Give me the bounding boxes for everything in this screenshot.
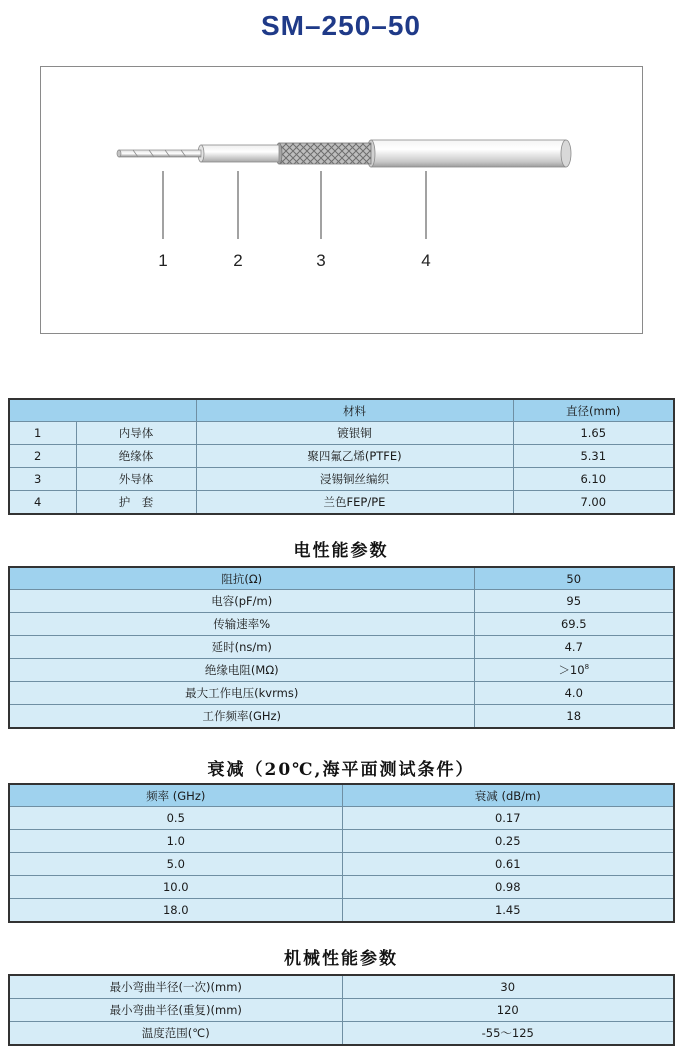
attenuation: 0.98	[342, 876, 674, 899]
diameter: 7.00	[513, 491, 674, 515]
frequency: 10.0	[9, 876, 342, 899]
param-label: 最大工作电压(kvrms)	[9, 682, 474, 705]
table-row	[9, 1022, 674, 1046]
attenuation: 0.17	[342, 807, 674, 830]
param-label: 最小弯曲半径(重复)(mm)	[9, 999, 342, 1022]
param-value: 18	[474, 705, 674, 729]
attenuation-title: 衰减（20℃,海平面测试条件）	[207, 760, 475, 780]
attenuation-table	[8, 783, 675, 923]
material: 浸锡铜丝编织	[196, 468, 513, 491]
table-row	[9, 830, 674, 853]
diagram-label-3: 3	[316, 251, 326, 270]
table-row	[9, 899, 674, 923]
material: 兰色FEP/PE	[196, 491, 513, 515]
table-row	[9, 807, 674, 830]
attenuation: 1.45	[342, 899, 674, 923]
header-frequency: 频率 (GHz)	[9, 784, 342, 807]
table-row	[9, 975, 674, 999]
attenuation: 0.61	[342, 853, 674, 876]
table-row	[9, 999, 674, 1022]
table-row	[9, 876, 674, 899]
param-value-base: ＞10	[558, 663, 585, 677]
param-label: 电容(pF/m)	[9, 590, 474, 613]
param-value: 4.0	[474, 682, 674, 705]
table-row	[9, 590, 674, 613]
part-name: 内导体	[76, 422, 196, 445]
param-value: -55～125	[342, 1022, 674, 1046]
row-number: 2	[9, 445, 76, 468]
dielectric	[198, 145, 279, 162]
header-attenuation: 衰减 (dB/m)	[342, 784, 674, 807]
row-number: 3	[9, 468, 76, 491]
page-title: SM–250–50	[260, 10, 421, 41]
frequency: 1.0	[9, 830, 342, 853]
param-value: 4.7	[474, 636, 674, 659]
param-label: 工作频率(GHz)	[9, 705, 474, 729]
mechanical-title: 机械性能参数	[284, 949, 398, 969]
part-name: 护 套	[76, 491, 196, 515]
table-row	[9, 613, 674, 636]
inner-conductor	[117, 150, 201, 157]
param-value: 95	[474, 590, 674, 613]
electrical-table	[8, 566, 675, 729]
attenuation-header-row	[9, 784, 674, 807]
table-row	[9, 567, 674, 590]
table-row	[9, 705, 674, 729]
row-number: 1	[9, 422, 76, 445]
table-row	[9, 659, 674, 682]
jacket	[367, 140, 571, 167]
param-value	[474, 659, 674, 682]
param-value: 69.5	[474, 613, 674, 636]
table-row	[9, 468, 674, 491]
param-value-exponent: 8	[584, 663, 590, 672]
materials-table	[8, 398, 675, 515]
cable-diagram	[40, 66, 643, 334]
cable-illustration	[41, 67, 644, 335]
materials-header-material: 材料	[196, 399, 513, 422]
frequency: 0.5	[9, 807, 342, 830]
param-label: 温度范围(℃)	[9, 1022, 342, 1046]
materials-header-blank	[9, 399, 196, 422]
braid-shield	[276, 143, 371, 164]
materials-header-row	[9, 399, 674, 422]
table-row	[9, 682, 674, 705]
diameter: 1.65	[513, 422, 674, 445]
mechanical-table	[8, 974, 675, 1046]
material: 镀银铜	[196, 422, 513, 445]
param-label: 绝缘电阻(MΩ)	[9, 659, 474, 682]
part-name: 绝缘体	[76, 445, 196, 468]
electrical-title: 电性能参数	[293, 541, 389, 561]
frequency: 18.0	[9, 899, 342, 923]
param-label: 最小弯曲半径(一次)(mm)	[9, 975, 342, 999]
part-name: 外导体	[76, 468, 196, 491]
param-label: 传输速率%	[9, 613, 474, 636]
table-row	[9, 491, 674, 515]
table-row	[9, 853, 674, 876]
diagram-label-1: 1	[158, 251, 168, 270]
attenuation: 0.25	[342, 830, 674, 853]
diameter: 6.10	[513, 468, 674, 491]
param-value: 120	[342, 999, 674, 1022]
frequency: 5.0	[9, 853, 342, 876]
table-row	[9, 422, 674, 445]
table-row	[9, 445, 674, 468]
diameter: 5.31	[513, 445, 674, 468]
param-label: 延时(ns/m)	[9, 636, 474, 659]
row-number: 4	[9, 491, 76, 515]
diagram-label-4: 4	[421, 251, 431, 270]
table-row	[9, 636, 674, 659]
param-label: 阻抗(Ω)	[9, 567, 474, 590]
material: 聚四氟乙烯(PTFE)	[196, 445, 513, 468]
diagram-label-2: 2	[233, 251, 243, 270]
param-value: 30	[342, 975, 674, 999]
param-value: 50	[474, 567, 674, 590]
materials-header-diameter: 直径(mm)	[513, 399, 674, 422]
